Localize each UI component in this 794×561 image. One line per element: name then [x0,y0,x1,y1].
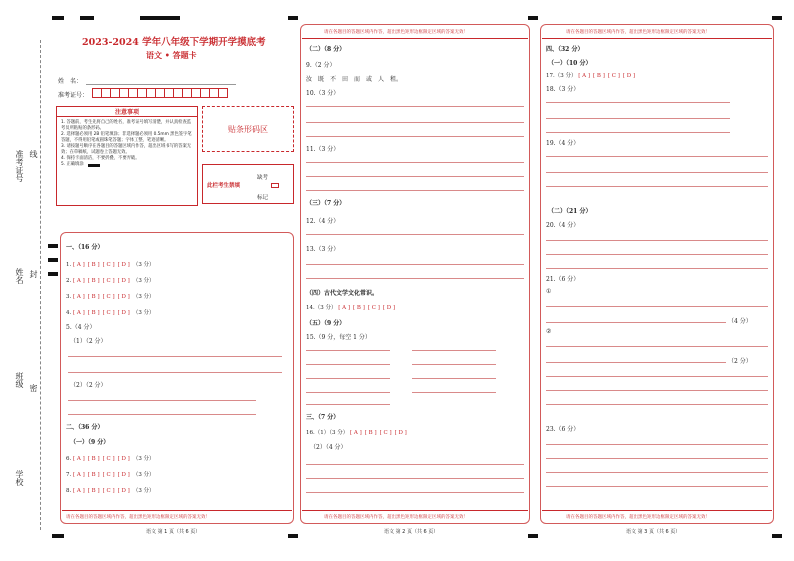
sheet-subtitle: 语文 • 答题卡 [146,50,197,60]
col3-section-title: 四、（32 分） [546,46,584,53]
blank-line[interactable] [306,350,390,351]
answer-line[interactable] [546,486,768,487]
question-7[interactable]: 7. [ A ] [ B ] [ C ] [ D ] （3 分） [66,472,155,478]
side-mark [48,272,58,276]
col3-sub2-title: （二）（21 分） [548,208,592,215]
notice-box [56,106,198,206]
blank-line[interactable] [306,364,390,365]
section-3-title: （三）（7 分） [306,200,346,207]
question-2[interactable]: 2. [ A ] [ B ] [ C ] [ D ] （3 分） [66,278,155,284]
q21-part-1-points: （4 分） [728,318,752,325]
section-6-title: 三、（7 分） [306,414,340,421]
blank-line[interactable] [412,364,496,365]
warning-text: 请在各题目的答题区域内作答，超出黑色矩形边框限定区域的答案无效！ [324,515,468,520]
answer-line[interactable] [546,404,768,405]
answer-line[interactable] [306,106,524,107]
section-1-title: 一、（16 分） [66,244,104,251]
page-footer: 语文 第 3 页（共 6 页） [626,529,681,535]
warning-divider [542,38,772,39]
question-8[interactable]: 8. [ A ] [ B ] [ C ] [ D ] （3 分） [66,488,155,494]
question-14[interactable]: 14.（3 分） [ A ] [ B ] [ C ] [ D ] [306,305,396,311]
answer-line[interactable] [306,264,524,265]
timing-mark [52,16,64,20]
answer-line[interactable] [546,472,768,473]
question-19: 19.（4 分） [546,140,580,147]
absent-bottom: 标记 [257,195,269,201]
blank-line[interactable] [412,378,496,379]
timing-mark [772,16,782,20]
timing-mark [80,16,94,20]
question-3[interactable]: 3. [ A ] [ B ] [ C ] [ D ] （3 分） [66,294,155,300]
section-5-title: （五）（9 分） [306,320,346,327]
blank-line[interactable] [306,378,390,379]
name-label: 姓 名： [58,78,83,85]
warning-text: 请在各题目的答题区域内作答，超出黑色矩形边框限定区域的答案无效！ [566,515,710,520]
warning-divider [62,510,292,511]
side-mark [48,258,58,262]
question-16-2: （2）（4 分） [310,444,347,451]
blank-line[interactable] [306,404,390,405]
fill-sample-icon [88,164,100,167]
notice-item: 5. 正确填涂 [61,162,84,167]
absent-checkbox[interactable] [271,183,279,188]
ticket-number-boxes[interactable] [92,88,227,98]
warning-divider [302,38,528,39]
side-school-label: 学校 [15,470,24,486]
question-6[interactable]: 6. [ A ] [ B ] [ C ] [ D ] （3 分） [66,456,155,462]
answer-line[interactable] [546,132,730,133]
question-4[interactable]: 4. [ A ] [ B ] [ C ] [ D ] （3 分） [66,310,155,316]
answer-line[interactable] [306,162,524,163]
side-line-label: 线 [29,150,38,158]
question-23: 23.（6 分） [546,426,580,433]
answer-line[interactable] [306,122,524,123]
answer-line[interactable] [546,444,768,445]
question-18: 18.（3 分） [546,86,580,93]
absent-top: 缺考 [257,175,269,181]
answer-line[interactable] [306,234,524,235]
barcode-label: 贴条形码区 [228,124,268,134]
answer-line[interactable] [306,464,524,465]
q21-part-1: ① [546,288,552,295]
question-20: 20.（4 分） [546,222,580,229]
answer-line[interactable] [546,322,726,323]
notice-item: 3. 请按题号顺序在各题目的答题区域内作答，超出区域书写的答案无效；在草稿纸、试题卷上答题无效。 [61,144,192,155]
question-15: 15.（9 分，每空 1 分） [306,334,371,341]
side-mark [48,244,58,248]
answer-line[interactable] [546,306,768,307]
warning-text: 请在各题目的答题区域内作答，超出黑色矩形边框限定区域的答案无效！ [66,515,210,520]
question-5: 5.（4 分） [66,324,96,331]
question-9: 9.（2 分） [306,62,336,69]
col3-sub1-title: （一）（10 分） [548,60,592,67]
notice-title: 注意事项 [57,107,197,117]
question-17[interactable]: 17.（3 分） [ A ] [ B ] [ C ] [ D ] [546,73,636,79]
side-name-label: 姓名 [15,268,24,284]
warning-divider [302,510,528,511]
answer-line[interactable] [306,136,524,137]
answer-line[interactable] [546,254,768,255]
question-10: 10.（3 分） [306,90,340,97]
side-ticket-label: 准考证号 [15,150,24,182]
answer-line[interactable] [546,156,768,157]
timing-mark [288,534,298,538]
answer-line[interactable] [546,376,768,377]
name-field[interactable] [86,84,236,85]
question-9-text: 汝 既 不 田 而 或 人 租。 [306,76,403,83]
answer-line[interactable] [546,102,730,103]
timing-mark [288,16,298,20]
side-seal-label: 封 [29,270,38,278]
timing-mark [528,534,538,538]
answer-line[interactable] [546,186,768,187]
ticket-label: 准考证号： [58,92,89,99]
q21-part-2-points: （2 分） [728,358,752,365]
q21-part-2: ② [546,328,552,335]
blank-line[interactable] [306,392,390,393]
timing-mark [528,16,538,20]
barcode-area [202,106,294,152]
sheet-title: 2023-2024 学年八年级下学期开学摸底考 [82,37,266,48]
question-1[interactable]: 1. [ A ] [ B ] [ C ] [ D ] （3 分） [66,262,155,268]
side-class-label: 班级 [15,372,24,388]
notice-item: 4. 保持卡面清洁，不要折叠、不要弄破。 [61,156,140,161]
side-dense-label: 密 [29,384,38,392]
question-11: 11.（3 分） [306,146,340,153]
blank-line[interactable] [412,350,496,351]
answer-line[interactable] [546,172,768,173]
warning-text: 请在各题目的答题区域内作答，超出黑色矩形边框限定区域的答案无效！ [566,30,710,35]
section-4-title: （四）古代文学文化常识。 [306,290,379,297]
answer-line[interactable] [306,176,524,177]
subsection-1-title: （一）（9 分） [70,439,110,446]
question-13: 13.（3 分） [306,246,340,253]
answer-line[interactable] [306,478,524,479]
answer-line[interactable] [68,372,282,373]
answer-line[interactable] [68,414,256,415]
timing-mark [52,534,64,538]
absent-label: 此栏考生禁填 [207,183,241,189]
page-footer: 语文 第 1 页（共 6 页） [146,529,201,535]
question-16-1[interactable]: 16.（1）（3 分） [ A ] [ B ] [ C ] [ D ] [306,430,407,436]
timing-mark [140,16,180,20]
question-12: 12.（4 分） [306,218,340,225]
warning-text: 请在各题目的答题区域内作答，超出黑色矩形边框限定区域的答案无效！ [324,30,468,35]
answer-line[interactable] [546,118,730,119]
question-5-2: （2）（2 分） [70,382,107,389]
timing-mark [772,534,782,538]
answer-line[interactable] [546,268,768,269]
answer-line[interactable] [546,362,726,363]
page-footer: 语文 第 2 页（共 6 页） [384,529,439,535]
question-5-1: （1）（2 分） [70,338,107,345]
blank-line[interactable] [412,392,496,393]
answer-line[interactable] [306,492,524,493]
section-2-title: 二、（36 分） [66,424,104,431]
question-21: 21.（6 分） [546,276,580,283]
answer-line[interactable] [546,458,768,459]
absent-box [202,164,294,204]
answer-line[interactable] [546,390,768,391]
notice-item: 2. 选择题必须用 2B 铅笔填涂；非选择题必须用 0.5mm 黑色签字笔答题，不得用铅笔或圆珠笔答题；字体工整、笔迹清晰。 [61,132,192,143]
answer-line[interactable] [546,240,768,241]
answer-line[interactable] [68,356,282,357]
binding-line [40,40,41,530]
answer-line[interactable] [68,400,256,401]
answer-line[interactable] [306,278,524,279]
answer-line[interactable] [546,346,768,347]
warning-divider [542,510,772,511]
notice-item: 1. 答题前，考生先将自己的姓名，准考证号填写清楚，并认真检查监考员所粘贴的条形码。 [61,120,192,131]
answer-line[interactable] [306,190,524,191]
col2-section-title: （二）（8 分） [306,46,346,53]
